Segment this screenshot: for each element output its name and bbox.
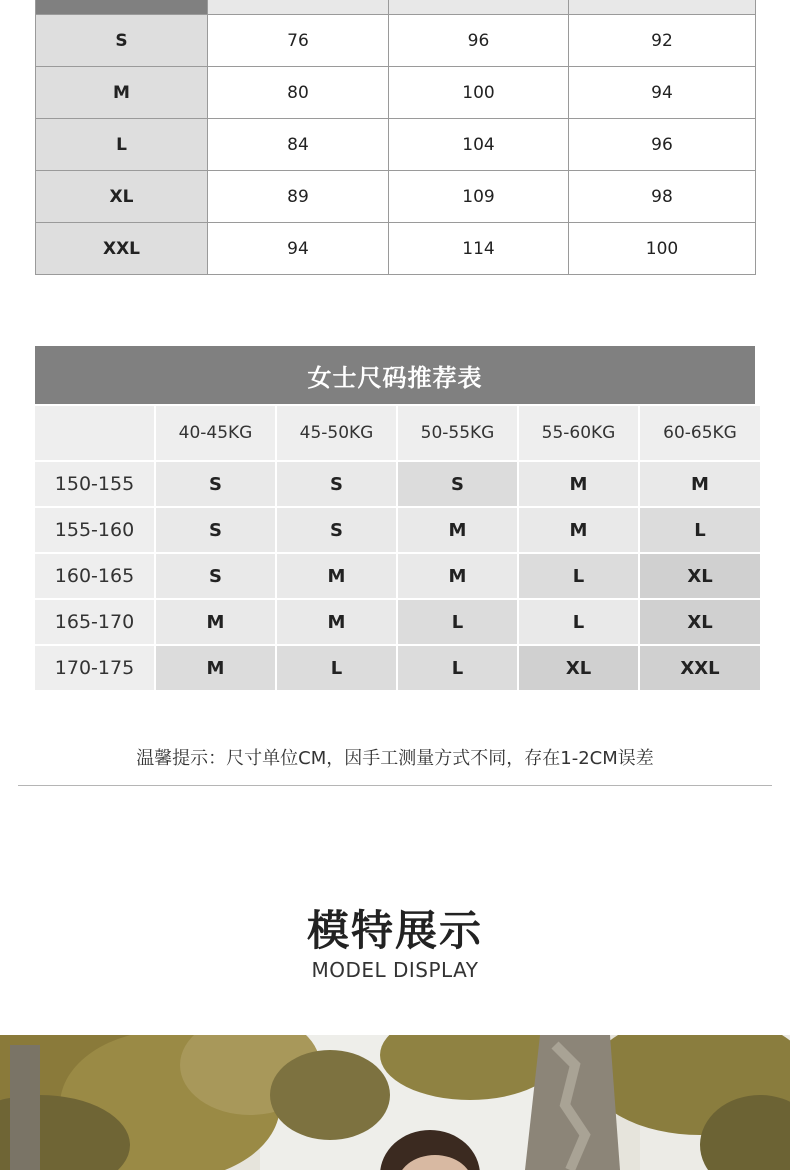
size-label: S [36,15,208,67]
table-row [36,15,756,67]
recommend-cell: XL [640,600,760,644]
size-label: M [36,67,208,119]
recommend-cell: M [398,554,517,598]
measurement-cell: 98 [569,171,756,223]
recommend-cell: M [277,554,396,598]
weight-header: 50-55KG [398,406,517,460]
height-header: 150-155 [35,462,154,506]
measurement-cell: 89 [208,171,389,223]
recommend-cell: S [398,462,517,506]
weight-header: 40-45KG [156,406,275,460]
height-header: 155-160 [35,508,154,552]
measurement-cell: 80 [208,67,389,119]
measurement-cell: 100 [389,67,569,119]
recommend-cell: L [398,600,517,644]
recommend-cell: S [156,508,275,552]
size-label: XL [36,171,208,223]
model-section-subtitle: MODEL DISPLAY [311,958,479,982]
header-cell [36,0,208,15]
recommend-cell: M [640,462,760,506]
model-photo-image [0,1035,790,1170]
size-label: XXL [36,223,208,275]
recommend-table [35,406,755,690]
recommend-cell: M [519,462,638,506]
recommend-cell: XL [519,646,638,690]
recommend-cell: S [156,554,275,598]
weight-header: 60-65KG [640,406,760,460]
recommend-cell: XXL [640,646,760,690]
size-label: L [36,119,208,171]
measurement-cell: 104 [389,119,569,171]
measurement-cell: 92 [569,15,756,67]
header-cell [569,0,756,15]
size-chart-table [35,0,756,275]
recommend-cell: M [519,508,638,552]
recommend-cell: L [519,600,638,644]
recommend-cell: S [277,462,396,506]
recommend-cell: S [277,508,396,552]
recommend-cell: M [277,600,396,644]
recommend-cell: L [519,554,638,598]
model-photo [0,1035,790,1170]
divider [18,785,772,786]
measurement-cell: 96 [389,15,569,67]
measurement-tip: 温馨提示：尺寸单位CM，因手工测量方式不同，存在1-2CM误差 [136,748,654,769]
recommend-cell: XL [640,554,760,598]
table-row [36,119,756,171]
model-section-title: 模特展示 [306,906,483,955]
table-row [36,171,756,223]
weight-header: 55-60KG [519,406,638,460]
weight-header: 45-50KG [277,406,396,460]
height-header: 160-165 [35,554,154,598]
measurement-cell: 94 [569,67,756,119]
height-header: 165-170 [35,600,154,644]
height-header: 170-175 [35,646,154,690]
recommend-cell: M [156,646,275,690]
recommend-table-title: 女士尺码推荐表 [35,346,755,404]
recommend-cell: L [277,646,396,690]
size-chart-header-row [36,0,756,15]
measurement-cell: 109 [389,171,569,223]
recommend-cell: S [156,462,275,506]
table-row [36,223,756,275]
header-cell [389,0,569,15]
measurement-cell: 84 [208,119,389,171]
measurement-cell: 76 [208,15,389,67]
measurement-cell: 100 [569,223,756,275]
header-cell [208,0,389,15]
table-row [36,67,756,119]
corner-cell [35,406,154,460]
measurement-cell: 96 [569,119,756,171]
recommend-cell: M [398,508,517,552]
measurement-cell: 114 [389,223,569,275]
recommend-cell: L [640,508,760,552]
recommend-cell: L [398,646,517,690]
measurement-cell: 94 [208,223,389,275]
recommend-cell: M [156,600,275,644]
